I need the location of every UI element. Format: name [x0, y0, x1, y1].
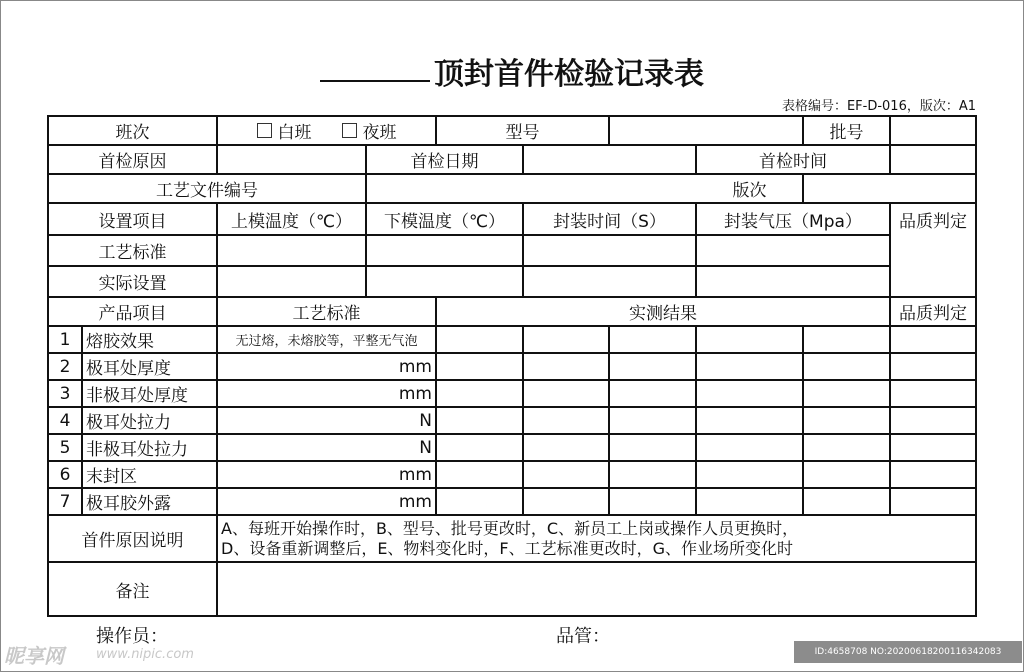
qc-signature-label: 品管：	[556, 626, 610, 647]
version-label: 版次	[732, 181, 767, 201]
item-standard: N	[419, 437, 432, 458]
settings-item-header: 设置项目	[98, 211, 167, 232]
reason-desc-label: 首件原因说明	[81, 531, 184, 551]
product-standard-header: 工艺标准	[292, 304, 361, 324]
reason-label: 首检原因	[98, 152, 167, 172]
time-label: 首检时间	[759, 152, 827, 172]
item-name: 末封区	[86, 467, 137, 487]
item-standard: mm	[398, 383, 432, 404]
form-number: 表格编号：EF-D-016，版次：A1	[781, 99, 976, 114]
date-label: 首检日期	[410, 152, 479, 172]
reason-desc-line-2: D、设备重新调整后，E、物料变化时，F、工艺标准更改时，G、作业场所变化时	[221, 538, 794, 558]
item-name: 极耳处厚度	[86, 359, 171, 379]
batch-label: 批号	[829, 123, 864, 143]
item-standard: N	[419, 410, 432, 431]
remark-label: 备注	[115, 581, 150, 602]
item-name: 熔胶效果	[86, 332, 154, 352]
seal-pressure-header: 封装气压（Mpa）	[724, 211, 862, 232]
night-shift-label: 夜班	[362, 123, 397, 143]
item-no: 2	[59, 356, 71, 377]
model-label: 型号	[505, 123, 540, 143]
item-standard: mm	[398, 491, 432, 512]
watermark-logo: 昵享网	[4, 644, 64, 668]
item-name: 极耳胶外露	[86, 494, 171, 514]
product-result-header: 实测结果	[629, 304, 697, 324]
item-no: 5	[59, 437, 71, 458]
settings-quality-header: 品质判定	[899, 211, 967, 232]
doc-no-label: 工艺文件编号	[156, 181, 258, 201]
item-standard: mm	[398, 356, 432, 377]
item-name: 非极耳处厚度	[86, 386, 188, 406]
shift-label: 班次	[115, 123, 150, 143]
lower-temp-header: 下模温度（℃）	[383, 211, 506, 232]
item-no: 7	[59, 491, 71, 512]
item-no: 1	[59, 329, 71, 350]
item-name: 极耳处拉力	[86, 413, 171, 433]
item-no: 4	[59, 410, 71, 431]
day-shift-checkbox[interactable]	[257, 123, 272, 138]
reason-desc-line-1: A、每班开始操作时，B、型号、批号更改时，C、新员工上岗或操作人员更换时，	[221, 518, 799, 538]
upper-temp-header: 上模温度（℃）	[230, 211, 353, 232]
seal-time-header: 封装时间（S）	[553, 211, 666, 232]
item-name: 非极耳处拉力	[86, 440, 188, 460]
item-standard: mm	[398, 464, 432, 485]
item-standard: 无过熔，未熔胶等，平整无气泡	[235, 334, 418, 349]
shift-options	[217, 116, 436, 145]
settings-standard-label: 工艺标准	[98, 243, 167, 263]
product-item-header: 产品项目	[98, 304, 167, 324]
image-id-bar: ID:4658708 NO:20200618200116342083	[794, 641, 1022, 663]
operator-signature-label: 操作员：	[96, 626, 168, 647]
watermark-url: www.nipic.com	[96, 647, 194, 662]
settings-actual-label: 实际设置	[98, 274, 167, 294]
item-no: 6	[59, 464, 71, 485]
title-text: 顶封首件检验记录表	[434, 57, 704, 92]
day-shift-label: 白班	[277, 123, 312, 143]
product-quality-header: 品质判定	[899, 304, 967, 324]
night-shift-checkbox[interactable]	[342, 123, 357, 138]
item-no: 3	[59, 383, 71, 404]
reason-desc-text	[217, 515, 976, 562]
